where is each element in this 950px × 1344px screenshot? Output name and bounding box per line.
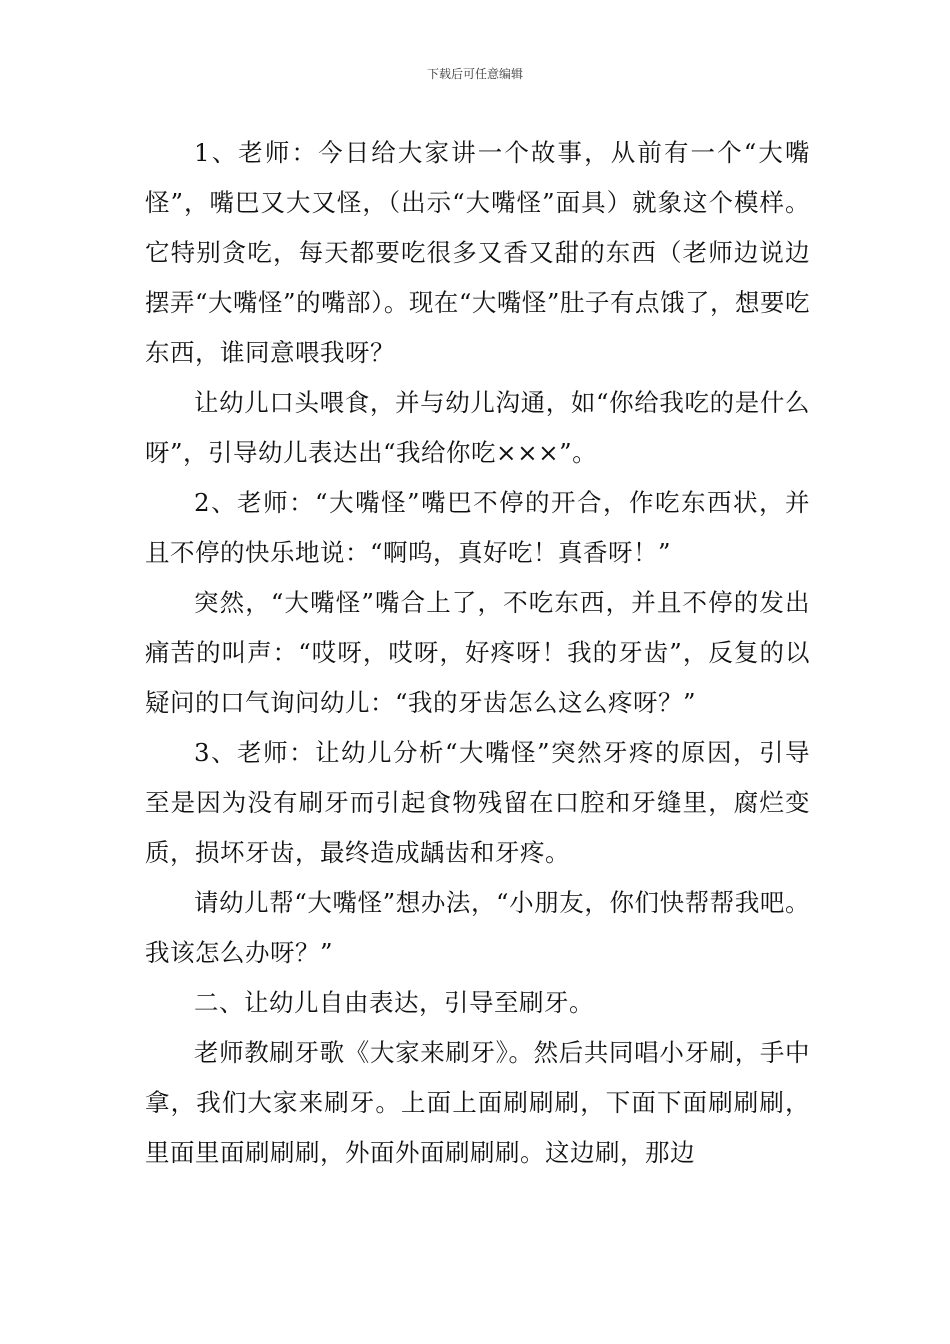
- page-header-note: 下载后可任意编辑: [426, 67, 523, 81]
- paragraph-4: 突然，“大嘴怪”嘴合上了，不吃东西，并且不停的发出痛苦的叫声：“哎呀，哎呀，好疼呀！我的牙齿”，反复的以疑问的口气询问幼儿：“我的牙齿怎么这么疼呀？”: [145, 588, 810, 717]
- paragraph-5: 3、老师：让幼儿分析“大嘴怪”突然牙疼的原因，引导至是因为没有刷牙而引起食物残留在口腔和牙缝里，腐烂变质，损坏牙齿，最终造成龋齿和牙疼。: [145, 738, 810, 867]
- paragraph-1: 1、老师：今日给大家讲一个故事，从前有一个“大嘴怪”，嘴巴又大又怪，（出示“大嘴怪”面具）就象这个模样。它特别贪吃，每天都要吃很多又香又甜的东西（老师边说边摆弄“大嘴怪”的嘴部）。现在“大嘴怪”肚子有点饿了，想要吃东西，谁同意喂我呀？: [145, 138, 810, 367]
- paragraph-3: 2、老师：“大嘴怪”嘴巴不停的开合，作吃东西状，并且不停的快乐地说：“啊呜，真好吃！真香呀！”: [145, 488, 810, 567]
- paragraph-7: 二、让幼儿自由表达，引导至刷牙。: [194, 988, 594, 1017]
- document-body: [145, 128, 810, 1178]
- paragraph-8: 老师教刷牙歌《大家来刷牙》。然后共同唱小牙刷，手中拿，我们大家来刷牙。上面上面刷刷刷，下面下面刷刷刷，里面里面刷刷刷，外面外面刷刷刷。这边刷，那边: [145, 1038, 810, 1167]
- paragraph-6: 请幼儿帮“大嘴怪”想办法，“小朋友，你们快帮帮我吧。我该怎么办呀？”: [145, 888, 810, 967]
- paragraph-2: 让幼儿口头喂食，并与幼儿沟通，如“你给我吃的是什么呀”，引导幼儿表达出“我给你吃×××”。: [145, 388, 810, 467]
